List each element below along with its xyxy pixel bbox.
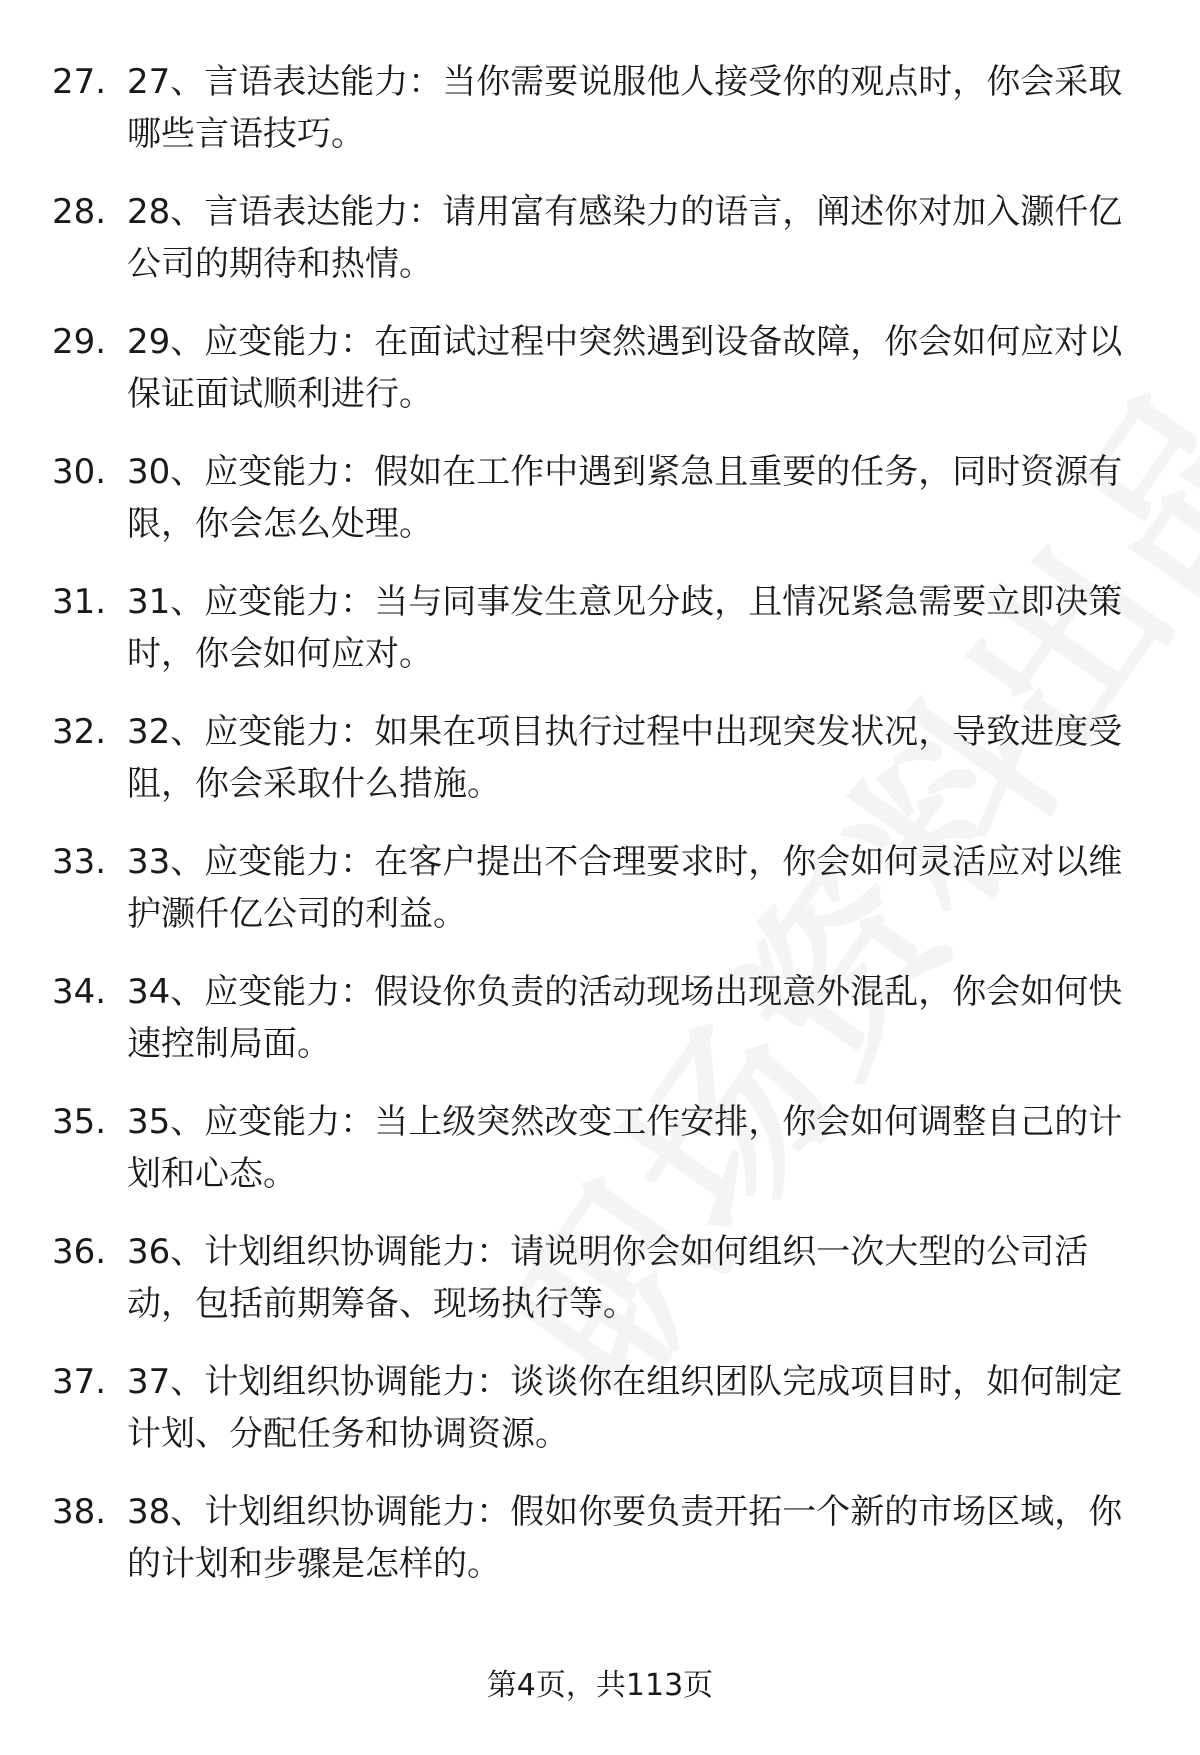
question-text: 27、言语表达能力：当你需要说服他人接受你的观点时，你会采取哪些言语技巧。 [127, 62, 1123, 154]
question-number: 36. [52, 1232, 107, 1272]
question-number: 30. [52, 452, 107, 492]
page-number-footer: 第4页，共113页 [486, 1668, 714, 1703]
question-text: 36、计划组织协调能力：请说明你会如何组织一次大型的公司活动，包括前期筹备、现场执行等。 [127, 1232, 1089, 1324]
question-item [0, 56, 1200, 186]
question-item [0, 316, 1200, 446]
question-item [0, 446, 1200, 576]
question-text: 38、计划组织协调能力：假如你要负责开拓一个新的市场区域，你的计划和步骤是怎样的。 [127, 1492, 1123, 1584]
question-item [0, 1226, 1200, 1356]
question-item [0, 706, 1200, 836]
question-item [0, 1356, 1200, 1486]
question-number: 34. [52, 972, 107, 1012]
question-item [0, 836, 1200, 966]
question-number: 38. [52, 1492, 107, 1532]
question-item [0, 186, 1200, 316]
question-text: 32、应变能力：如果在项目执行过程中出现突发状况，导致进度受阻，你会采取什么措施。 [127, 712, 1123, 804]
question-text: 28、言语表达能力：请用富有感染力的语言，阐述你对加入灏仟亿公司的期待和热情。 [127, 192, 1123, 284]
question-number: 33. [52, 842, 107, 882]
question-text: 29、应变能力：在面试过程中突然遇到设备故障，你会如何应对以保证面试顺利进行。 [127, 322, 1123, 414]
question-text: 35、应变能力：当上级突然改变工作安排，你会如何调整自己的计划和心态。 [127, 1102, 1123, 1194]
question-number: 35. [52, 1102, 107, 1142]
question-number: 29. [52, 322, 107, 362]
question-number: 32. [52, 712, 107, 752]
question-number: 31. [52, 582, 107, 622]
question-text: 33、应变能力：在客户提出不合理要求时，你会如何灵活应对以维护灏仟亿公司的利益。 [127, 842, 1123, 934]
question-text: 31、应变能力：当与同事发生意见分歧，且情况紧急需要立即决策时，你会如何应对。 [127, 582, 1123, 674]
question-list [0, 56, 1200, 1616]
question-text: 30、应变能力：假如在工作中遇到紧急且重要的任务，同时资源有限，你会怎么处理。 [127, 452, 1123, 544]
question-number: 27. [52, 62, 107, 102]
question-number: 28. [52, 192, 107, 232]
question-item [0, 1486, 1200, 1616]
question-item [0, 576, 1200, 706]
question-text: 37、计划组织协调能力：谈谈你在组织团队完成项目时，如何制定计划、分配任务和协调资源。 [127, 1362, 1123, 1454]
question-item [0, 966, 1200, 1096]
question-number: 37. [52, 1362, 107, 1402]
question-text: 34、应变能力：假设你负责的活动现场出现意外混乱，你会如何快速控制局面。 [127, 972, 1123, 1064]
question-item [0, 1096, 1200, 1226]
